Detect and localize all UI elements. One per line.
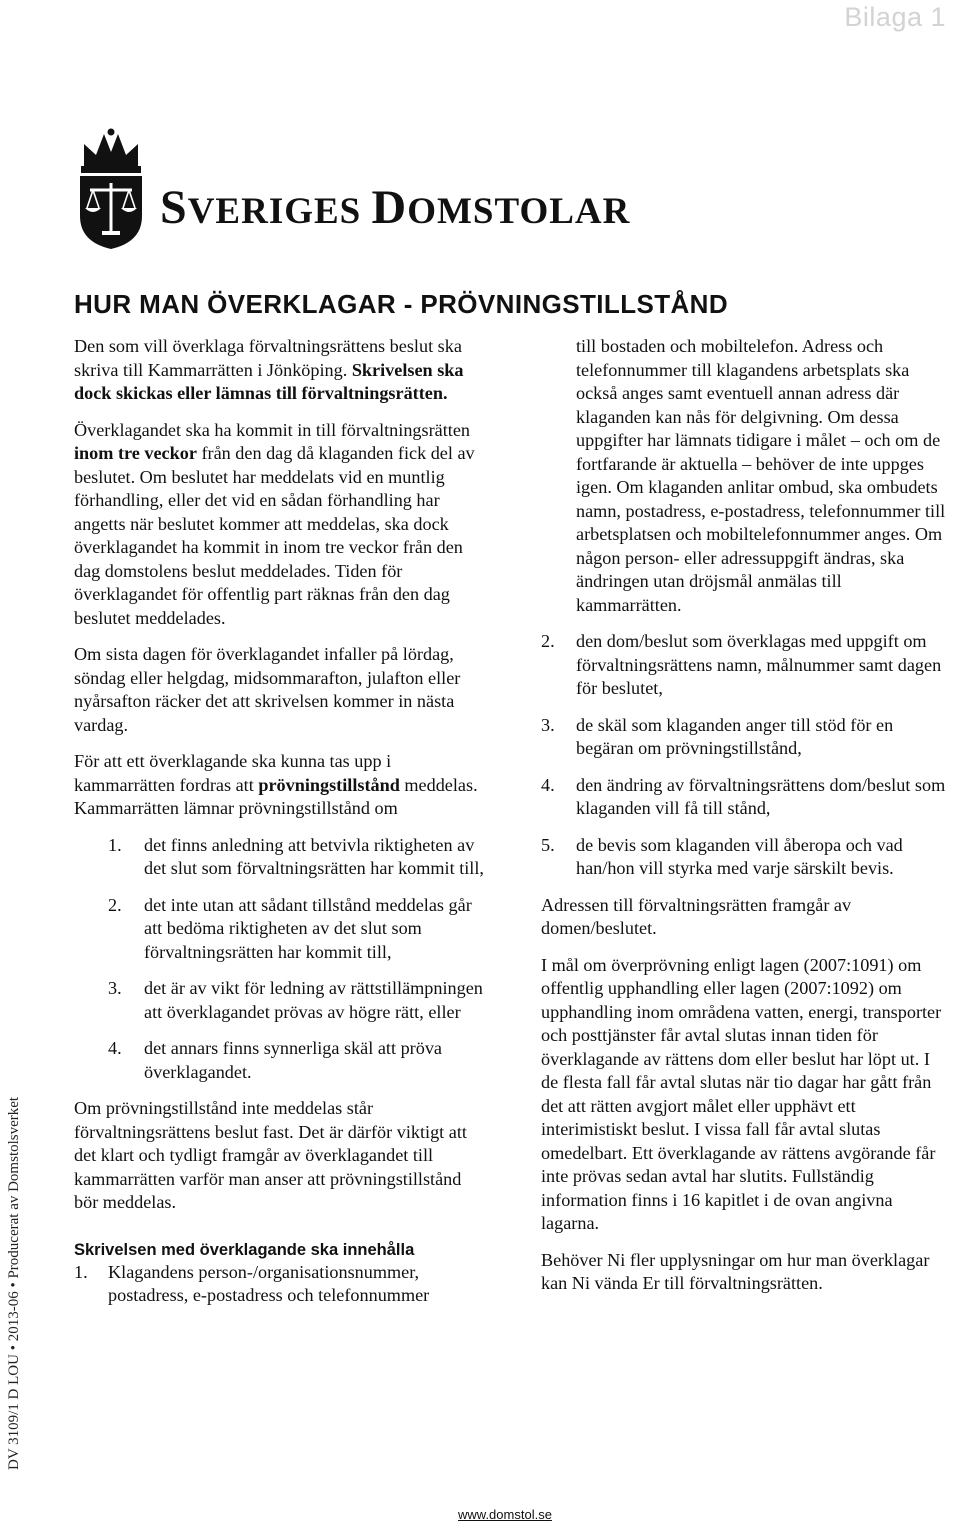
deadline-paragraph: Överklagandet ska ha kommit in till förvaltningsrätten inom tre veckor från den dag då klaganden fick del av beslutet. Om beslutet har meddelats vid en muntlig förhandling, eller det vid en sådan förhandling har angetts när beslutet kommer att meddelas, ska dock överklagandet ha kommit in inom tre veckor från den dag domstolens beslut meddelades. Tiden för överklagandet för offentlig part räknas från den dag beslutet meddelades. [74,419,475,628]
list-item: 4. den ändring av förvaltningsrättens dom/beslut som klaganden vill få till stånd, [541,774,946,818]
document-code-vertical: DV 3109/1 D LOU • 2013-06 • Producerat av Domstolsverket [6,1096,22,1470]
list-item: 5. de bevis som klaganden vill åberopa och vad han/hon vill styrka med varje särskilt bevis. [541,834,903,878]
sveriges-domstolar-logo [76,128,636,250]
page-title: HUR MAN ÖVERKLAGAR - PRÖVNINGSTILLSTÅND [74,289,729,319]
holiday-paragraph: Om sista dagen för överklagandet infaller på lördag, söndag eller helgdag, midsommarafton, julafton eller nyårsafton räcker det att skrivelsen kommer in nästa vardag. [74,644,461,735]
left-column [74,335,486,1308]
more-info-paragraph: Behöver Ni fler upplysningar om hur man överklagar kan Ni vända Er till förvaltningsrätten. [541,1249,930,1293]
leave-to-appeal-paragraph: För att ett överklagande ska kunna tas upp i kammarrätten fordras att prövningstillstånd meddelas. Kammarrätten lämnar prövningstillstånd om [74,751,478,818]
right-column [541,335,946,1309]
contents-list [541,630,946,881]
list-item: 2. det inte utan att sådant tillstånd meddelas går att bedöma riktigheten av det slut som förvaltningsrätten har kommit till, [108,894,472,962]
list-item: 3. de skäl som klaganden anger till stöd för en begäran om prövningstillstånd, [541,714,894,758]
procurement-paragraph: I mål om överprövning enligt lagen (2007:1091) om offentlig upphandling eller lagen (2007:1092) om upphandling inom områdena vatten, energi, transporter och posttjänster får avtal slutas innan tiden för överklagande av rättens dom eller beslut har löpt ut. I de flesta fall får avtal slutas när tio dagar har gått från det att rätten avgjort målet eller upphävt ett interimistiskt beslut. I vissa fall får avtal slutas omedelbart. Ett överklagande av rättens avgörande får inte prövas sedan avtal har slutits. Fullständig information finns i 16 kapitlet i de ovan angivna lagarna. [541,954,942,1233]
footer-link[interactable]: www.domstol.se [458,1507,552,1522]
list-item: 1. det finns anledning att betvivla riktigheten av det slut som förvaltningsrätten har kommit till, [108,834,484,878]
list-item: 3. det är av vikt för ledning av rättstillämpningen att överklagandet prövas av högre rätt, eller [108,978,483,1022]
no-leave-paragraph: Om prövningstillstånd inte meddelas står förvaltningsrättens beslut fast. Det är därför viktigt att det klart och tydligt framgår av överklagandet till kammarrätten varför man anser att prövningstillstånd bör meddelas. [74,1098,467,1212]
crown-scales-crest-icon [76,128,146,250]
appendix-label: Bilaga 1 [844,2,946,32]
criteria-list [74,834,486,1085]
address-paragraph: Adressen till förvaltningsrätten framgår av domen/beslutet. [541,894,852,938]
list-item: 4. det annars finns synnerliga skäl att pröva överklagandet. [108,1038,442,1082]
logo-wordmark: SVERIGES DOMSTOLAR [160,181,631,234]
list-item: 1. Klagandens person-/organisationsnummer, postadress, e-postadress och telefonnummer [74,1261,430,1305]
intro-paragraph: Den som vill överklaga förvaltningsrättens beslut ska skriva till Kammarrätten i Jönköping. Skrivelsen ska dock skickas eller lämnas till förvaltningsrätten. [74,336,464,403]
contents-heading: Skrivelsen med överklagande ska innehålla [74,1240,415,1259]
list-item: 2. den dom/beslut som överklagas med uppgift om förvaltningsrättens namn, målnummer samt dagen för beslutet, [541,631,942,698]
list-item-continuation: till bostaden och mobiltelefon. Adress och telefonnummer till klagandens arbetsplats ska också anges samt eventuell annan adress där klaganden kan nås för delgivning. Om dessa uppgifter har lämnats tidigare i målet – och om de fortfarande är aktuella – behöver de inte uppges igen. Om klaganden anlitar ombud, ska ombudets namn, postadress, e-postadress, telefonnummer till arbetsplatsen och mobiltelefonnummer anges. Om någon person- eller adressuppgift ändras, ska ändringen utan dröjsmål anmälas till kammarrätten. [576,336,946,615]
